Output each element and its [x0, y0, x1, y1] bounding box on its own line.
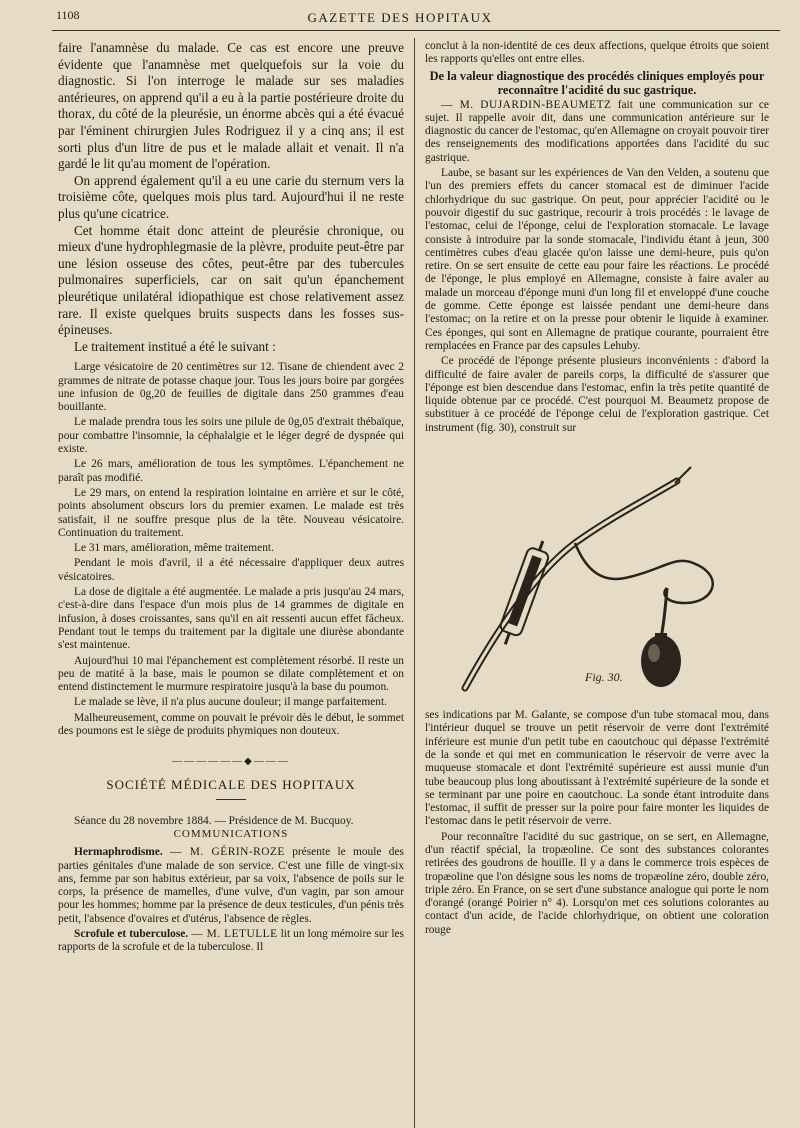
paragraph: Ce procédé de l'éponge présente plusieurs inconvénients : d'abord la difficulté de faire avaler de pareils corps, la difficulté de s'assurer que l'éponge est bien descendue dans l'estomac, enfin la très petite quantité de liquide obtenue par ce procédé. C'est pourquoi M. Beaumetz propose de substituer à ce procédé de l'éponge celui de l'exploration gastrique. Cet instrument (fig. 30), construit sur: [425, 355, 769, 434]
column-divider: [414, 38, 415, 1128]
treatment-paragraph: Malheureusement, comme on pouvait le prévoir dès le début, le sommet des poumons est le siège de produits phymiques non douteux.: [58, 711, 404, 737]
society-title: SOCIÉTÉ MÉDICALE DES HOPITAUX: [106, 777, 356, 793]
treatment-paragraph: Le 31 mars, amélioration, même traitement.: [74, 542, 274, 555]
figure-30: [425, 443, 769, 703]
treatment-paragraph: Large vésicatoire de 20 centimètres sur 12. Tisane de chiendent avec 2 grammes de nitrate de potasse chaque jour. Tous les jours boire par gorgées une infusion de 0g,20 de feuilles de digitale dans 250 grammes d'eau bouillante.: [58, 361, 404, 414]
treatment-paragraph: Pendant le mois d'avril, il a été nécessaire d'appliquer deux autres vésicatoires.: [58, 557, 404, 583]
article-intro-paragraph: [425, 99, 769, 165]
page-number: 1108: [56, 8, 80, 22]
short-rule: [216, 799, 246, 800]
scrofule-paragraph: [58, 928, 404, 955]
hermaphrodisme-text: présente le moule des parties génitales d'une malade de son service. C'est une fille de vingt-six ans, femme par son habitus extérieur, par sa voix, l'absence de poils sur le corps, la présence de mamelles, d'une vulve, d'un vagin, par son amour pour les hommes; homme par la présence de deux testicules, d'un pénis très petit, l'absence d'ovaires et d'utérus, l'absence de règles.: [58, 846, 404, 925]
continuation-paragraph: conclut à la non-identité de ces deux affections, quelque étroits que soient les rapports qu'elles ont entre elles.: [425, 40, 769, 66]
paragraph: Cet homme était donc atteint de pleurésie chronique, ou mieux d'une hydrophlegmasie de la plèvre, produite peut-être par une lésion osseuse des côtes, peut-être par des tubercules pulmonaires superficiels, car on sait qu'un épanchement pleurétique unilatéral idiopathique est chose relativement assez rare. Il existe quelques bruits suspects dans les fosses sus-épineuses.: [58, 222, 404, 338]
scrofule-text: lit un long mémoire sur les rapports de la scrofule et de la tuberculose. Il: [58, 928, 404, 954]
article-intro-text: fait une communication sur ce sujet. Il rappelle avoir dit, dans une communication antérieure sur le diagnostic du cancer de l'estomac, qu'en Allemagne on croyait pouvoir tirer des renseignements des modifications apportées dans l'acidité du suc gastrique.: [425, 98, 769, 164]
hermaphrodisme-author: — M. GÉRIN-ROZE: [170, 846, 285, 859]
treatment-paragraph: Le 29 mars, on entend la respiration lointaine en arrière et sur le côté, points absolument obscurs lors du premier examen. Le malade est très satisfait, il ne souffre presque plus de la tête. Nouveau vésicatoire. Continuation du traitement.: [58, 486, 404, 539]
article-author: — M. DUJARDIN-BEAUMETZ: [441, 98, 612, 111]
right-column: [425, 40, 769, 1125]
left-column: [58, 40, 404, 1125]
paragraph: faire l'anamnèse du malade. Ce cas est encore une preuve évidente que l'anamnèse met quelquefois sur la voie du diagnostic. Si l'on interroge le malade sur ses maladies antérieures, on apprend qu'il a eu à la partie postérieure droite du thorax, du côté de la pleurésie, un énorme abcès qui a été évacué par l'éminent chirurgien Jules Rodriguez il y a cinq ans; il est sorti plus d'un litre de pus et le malade allait et venait. Il n'a gardé le lit qu'au moment de l'opération.: [58, 40, 404, 172]
article-title: De la valeur diagnostique des procédés cliniques employés pour reconnaître l'acidité du suc gastrique.: [429, 68, 765, 97]
figure-caption: Fig. 30.: [585, 670, 623, 685]
paragraph: Laube, se basant sur les expériences de Van den Velden, a soutenu que l'un des premiers effets du cancer stomacal est de diminuer l'acide chlorhydrique du suc gastrique. On peut, pour apprécier l'acidité ou le pouvoir digestif du suc gastrique, recourir à trois procédés : le lavage de l'estomac, celui de l'éponge, celui de l'exploration stomacale. Le lavage consiste à introduire par la sonde stomacale, l'individu étant à jeun, 300 centimètres cubes d'eau glacée qu'on laisse une demi-heure, puis qu'on retire. On se sert ensuite de cette eau pour faire les réactions. Le procédé de l'éponge, le plus employé en Allemagne, consiste à faire avaler au malade un morceau d'éponge muni d'un long fil et enveloppé d'une couche de gomme. Cette éponge est laissée pendant une demi-heure dans l'estomac; on la retire et on la presse pour obtenir le liquide à examiner. Ces éponges, qui sont en Allemagne de pratique courante, pourraient être remplacées en France par des capsules Lehuby.: [425, 167, 769, 352]
paragraph: ses indications par M. Galante, se compose d'un tube stomacal mou, dans l'intérieur duquel se trouve un petit réservoir de verre dont l'extrémité inférieure est munie d'un petit tube en caoutchouc qui dépasse l'extrémité de la sonde et qui met en communication le réservoir de verre avec la muqueuse stomacale et dont l'extrémité supérieure est aussi munie d'un tube beaucoup plus long aboutissant à l'extrémité supérieure de la sonde et se terminant par une poire en caoutchouc. La sonde étant introduite dans l'estomac, il suffit de presser sur la poire pour faire monter les liquides de l'estomac dans le petit réservoir de verre.: [425, 709, 769, 828]
treatment-paragraph: La dose de digitale a été augmentée. Le malade a pris jusqu'au 24 mars, c'est-à-dire dans l'espace d'un mois plus de 14 grammes de digitale en infusion, à doses croissantes, sans qu'il en ait ressenti aucun effet fâcheux. Pendant tout le temps du traitement par la digitale une diurèse abondante s'est maintenue.: [58, 586, 404, 652]
scrofule-author: — M. LETULLE: [191, 928, 278, 941]
running-title: GAZETTE DES HOPITAUX: [307, 10, 493, 25]
treatment-paragraph: Le malade se lève, il n'a plus aucune douleur; il mange parfaitement.: [74, 696, 387, 709]
hermaphrodisme-lead: Hermaphrodisme.: [74, 846, 163, 859]
treatment-notes: [58, 361, 404, 738]
header-rule: [52, 30, 780, 31]
treatment-paragraph: Aujourd'hui 10 mai l'épanchement est complètement résorbé. Il reste un peu de matité à la base, mais le poumon se dilate complètement et on entend distinctement le murmure respiratoire jusqu'à la base du poumon.: [58, 654, 404, 694]
section-ornament: ——————◆———: [172, 756, 290, 768]
paragraph: On apprend également qu'il a eu une carie du sternum vers la troisième côte, quelques mois plus tard. Aujourd'hui il ne reste plus qu'une cicatrice.: [58, 172, 404, 221]
paragraph: Le traitement institué a été le suivant :: [74, 338, 276, 354]
paragraph: Pour reconnaître l'acidité du suc gastrique, on se sert, en Allemagne, d'un réactif spécial, la tropæoline. Ce sont des substances colorantes retirées des goudrons de houille. Il y a dans le commerce trois espèces de tropæoline que l'on désigne sous les noms de tropæoline zéro, double zéro, triple zéro. En France, on se sert d'une substance analogue qui porte le nom d'orangé (orangé Poirier n° 4). Lorsqu'on met ces solutions colorantes au contact d'un acide, de l'acide chlorhydrique, on obtient une coloration rouge: [425, 830, 769, 936]
stomach-tube-illustration: [425, 443, 769, 703]
treatment-paragraph: Le 26 mars, amélioration de tous les symptômes. L'épanchement ne paraît pas modifié.: [58, 458, 404, 484]
scrofule-lead: Scrofule et tuberculose.: [74, 928, 189, 941]
seance-line: Séance du 28 novembre 1884. — Présidence de M. Bucquoy.: [74, 815, 354, 828]
hermaphrodisme-paragraph: [58, 846, 404, 926]
treatment-paragraph: Le malade prendra tous les soirs une pilule de 0g,05 d'extrait thébaïque, pour combattre l'insomnie, la céphalalgie et le léger degré de dyspnée qui existe.: [58, 416, 404, 456]
communications-title: COMMUNICATIONS: [173, 828, 289, 841]
